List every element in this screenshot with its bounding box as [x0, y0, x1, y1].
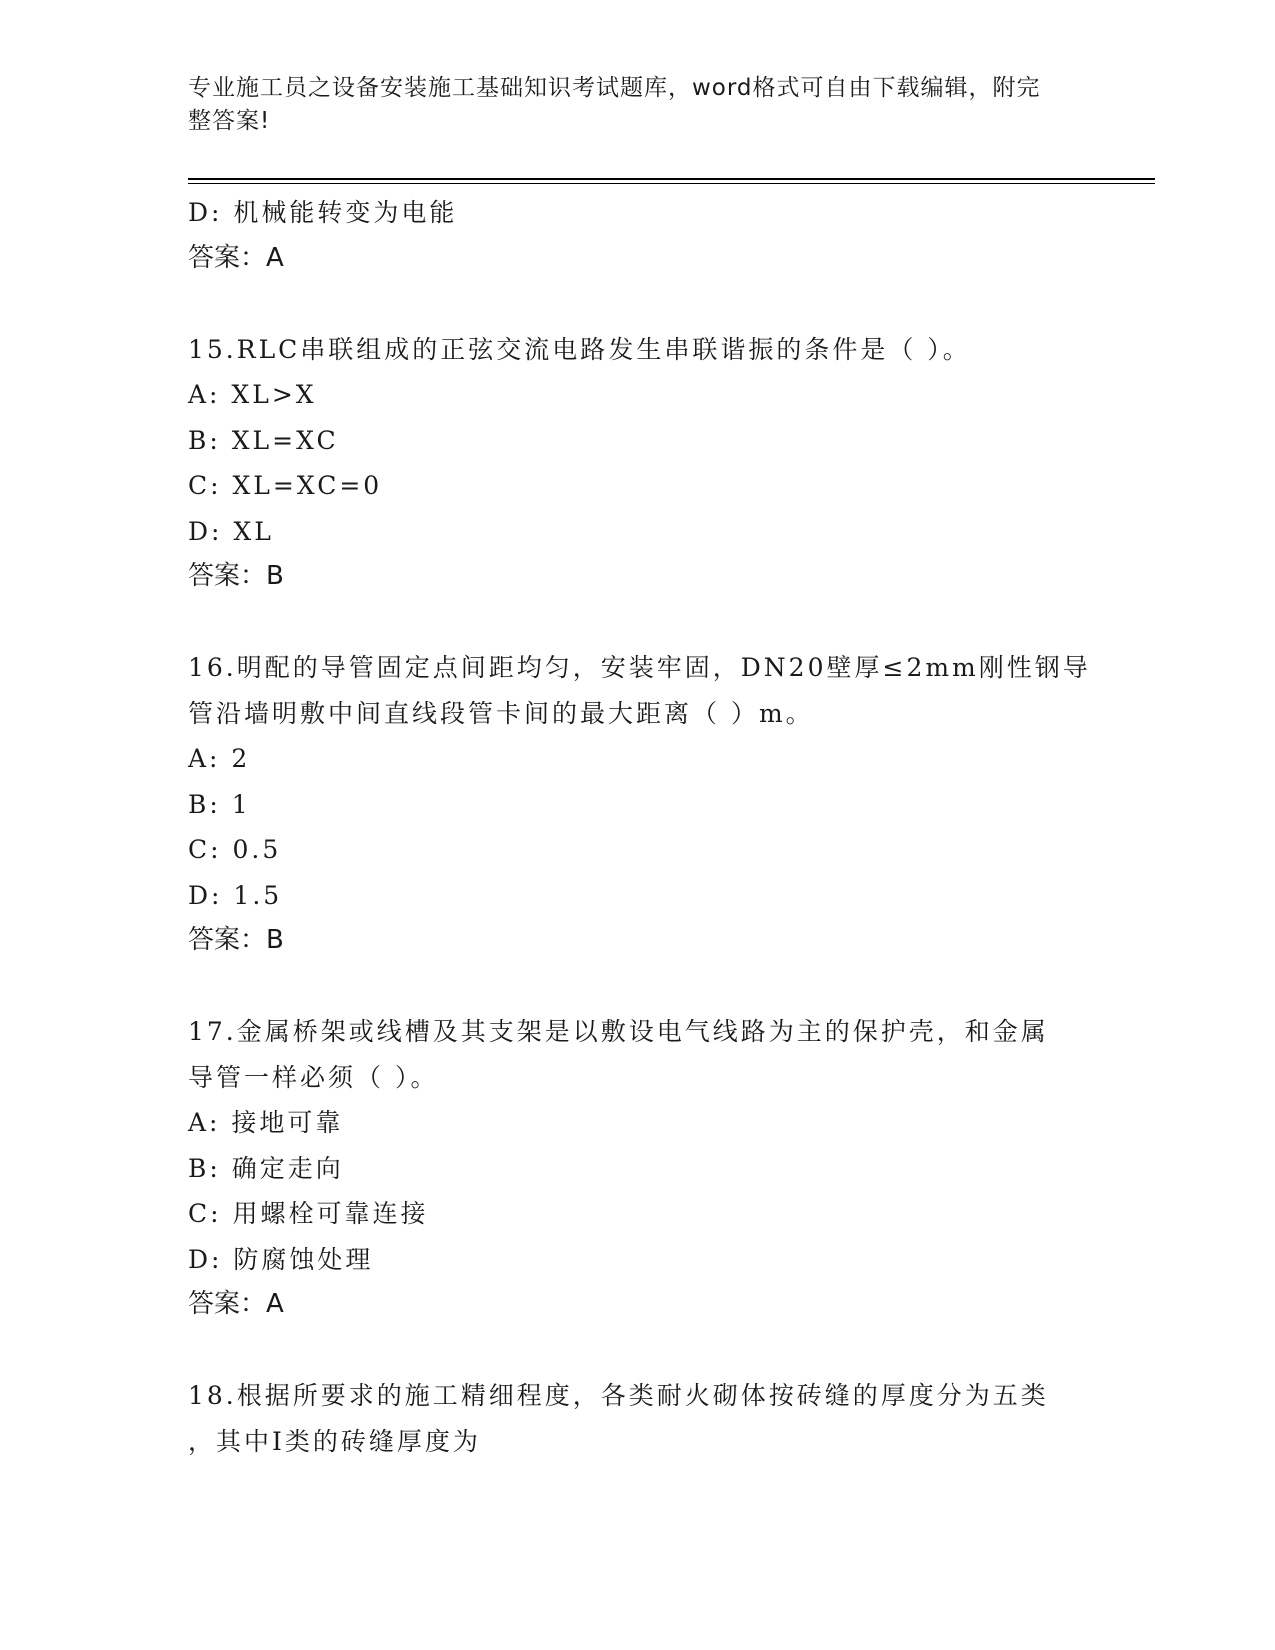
option-a: A: 2: [188, 744, 251, 773]
spacer: [188, 600, 1088, 646]
question-stem-line2: 导管一样必须（ ）。: [188, 1062, 439, 1092]
question-15: [188, 327, 1088, 600]
spacer: [188, 964, 1088, 1010]
option-c: C: XL=XC=0: [188, 471, 383, 500]
option-c: C: 0.5: [188, 835, 282, 864]
question-stem-line2: ，其中I类的砖缝厚度为: [188, 1426, 481, 1456]
previous-question-tail: [188, 190, 1088, 281]
question-16: [188, 645, 1091, 964]
option-b: B: 1: [188, 789, 251, 819]
header-divider-thick: [188, 178, 1155, 180]
option-d: D: XL: [188, 516, 274, 546]
question-18: [188, 1373, 1088, 1464]
option-a: A: 接地可靠: [188, 1108, 344, 1137]
question-stem: 15.RLC串联组成的正弦交流电路发生串联谐振的条件是（ ）。: [188, 334, 971, 364]
option-d: D: 防腐蚀处理: [188, 1244, 374, 1274]
option-d: D: 1.5: [188, 880, 283, 910]
option-c: C: 用螺栓可靠连接: [188, 1199, 429, 1228]
answer-line: 答案：B: [188, 561, 284, 591]
question-stem-line1: 17.金属桥架或线槽及其支架是以敷设电气线路为主的保护壳，和金属: [188, 1017, 1049, 1046]
question-stem-line1: 16.明配的导管固定点间距均匀，安装牢固，DN20壁厚≤2mm刚性钢导: [188, 653, 1091, 682]
answer-line: 答案：A: [188, 1289, 284, 1319]
header-title-line1: 专业施工员之设备安装施工基础知识考试题库，word格式可自由下载编辑，附完: [188, 75, 1041, 101]
question-17: [188, 1009, 1088, 1328]
header-title-line2: 整答案!: [188, 108, 271, 134]
question-stem-line1: 18.根据所要求的施工精细程度，各类耐火砌体按砖缝的厚度分为五类: [188, 1381, 1049, 1410]
option-b: B: XL=XC: [188, 425, 339, 455]
spacer: [188, 1328, 1088, 1374]
question-list: [188, 190, 1091, 1464]
option-b: B: 确定走向: [188, 1153, 344, 1183]
question-stem-line2: 管沿墙明敷中间直线段管卡间的最大距离（ ）m。: [188, 698, 814, 728]
page-header: [188, 72, 1088, 138]
option-a: A: XL>X: [188, 380, 317, 409]
option-d: D: 机械能转变为电能: [188, 198, 458, 227]
answer-line: 答案：A: [188, 242, 284, 273]
answer-line: 答案：B: [188, 925, 284, 955]
header-divider-thin: [188, 183, 1155, 184]
spacer: [188, 281, 1088, 327]
